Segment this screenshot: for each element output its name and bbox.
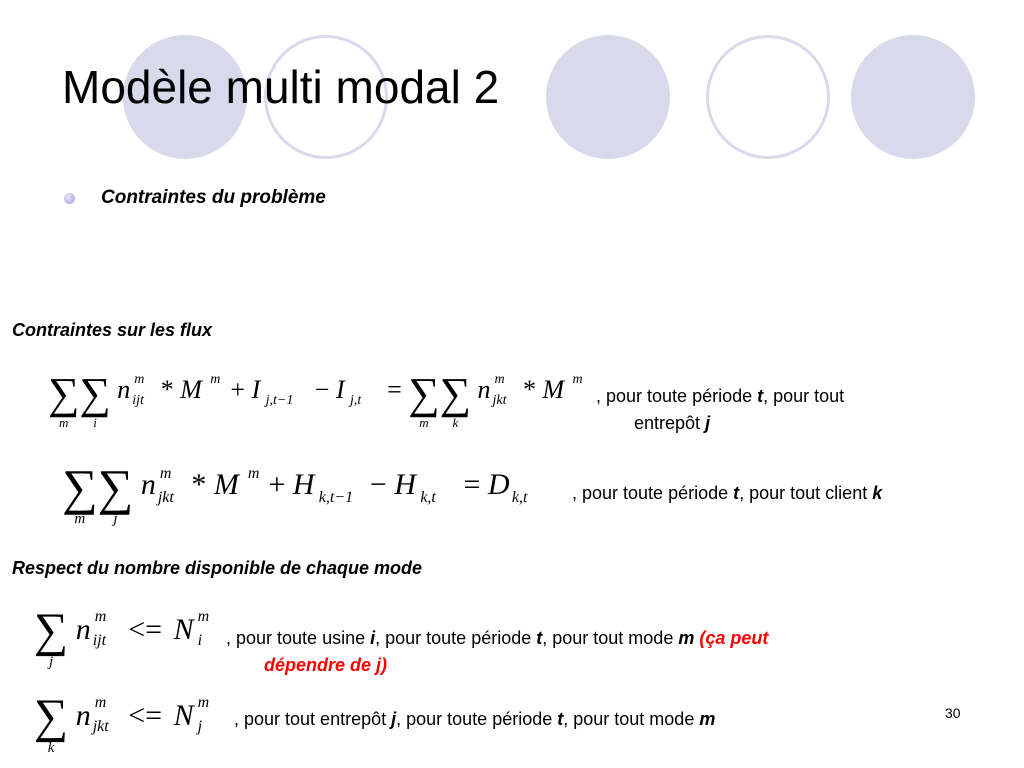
equation-1-description: , pour toute période t, pour tout (596, 386, 845, 406)
equation-3: ∑ j n m ijt <= N m i (34, 604, 210, 670)
sum-symbol: ∑ m (62, 459, 98, 527)
equation-2: ∑ m ∑ j n m jkt * M m + H k,t−1 − H k,t = D k,t (62, 459, 528, 527)
sum-symbol: ∑ i (79, 369, 111, 430)
equation-4: ∑ k n m jkt <= N m j (34, 690, 210, 756)
decor-ring (706, 35, 830, 159)
bullet-icon (64, 193, 75, 204)
slide-title: Modèle multi modal 2 (62, 61, 500, 113)
sum-symbol: ∑ m (408, 369, 440, 430)
sum-symbol: ∑ j (97, 459, 134, 527)
equation-1: ∑ m ∑ i n m ijt * M m + I j,t−1 − I j,t = ∑ m ∑ k n m jkt * M m (48, 369, 583, 430)
equation-2-description: , pour toute période t, pour tout client k (572, 483, 883, 503)
equation-4-description: , pour tout entrepôt j, pour toute période t, pour tout mode m (234, 709, 716, 729)
sum-symbol: ∑ m (48, 369, 80, 430)
equation-3-note: dépendre de j) (264, 655, 388, 675)
page-number: 30 (945, 705, 961, 721)
bullet-text: Contraintes du problème (101, 187, 326, 208)
section-heading-modes: Respect du nombre disponible de chaque mode (12, 558, 423, 578)
equation-3-description: , pour toute usine i, pour toute période t, pour tout mode m (ça peut (226, 628, 769, 648)
sum-symbol: ∑ j (34, 604, 69, 670)
sum-symbol: ∑ k (439, 369, 472, 430)
decor-circle (546, 35, 670, 159)
decor-circle (851, 35, 975, 159)
section-heading-flux: Contraintes sur les flux (12, 320, 213, 340)
equation-1-description-line2: entrepôt j (634, 413, 711, 433)
sum-symbol: ∑ k (34, 690, 69, 756)
